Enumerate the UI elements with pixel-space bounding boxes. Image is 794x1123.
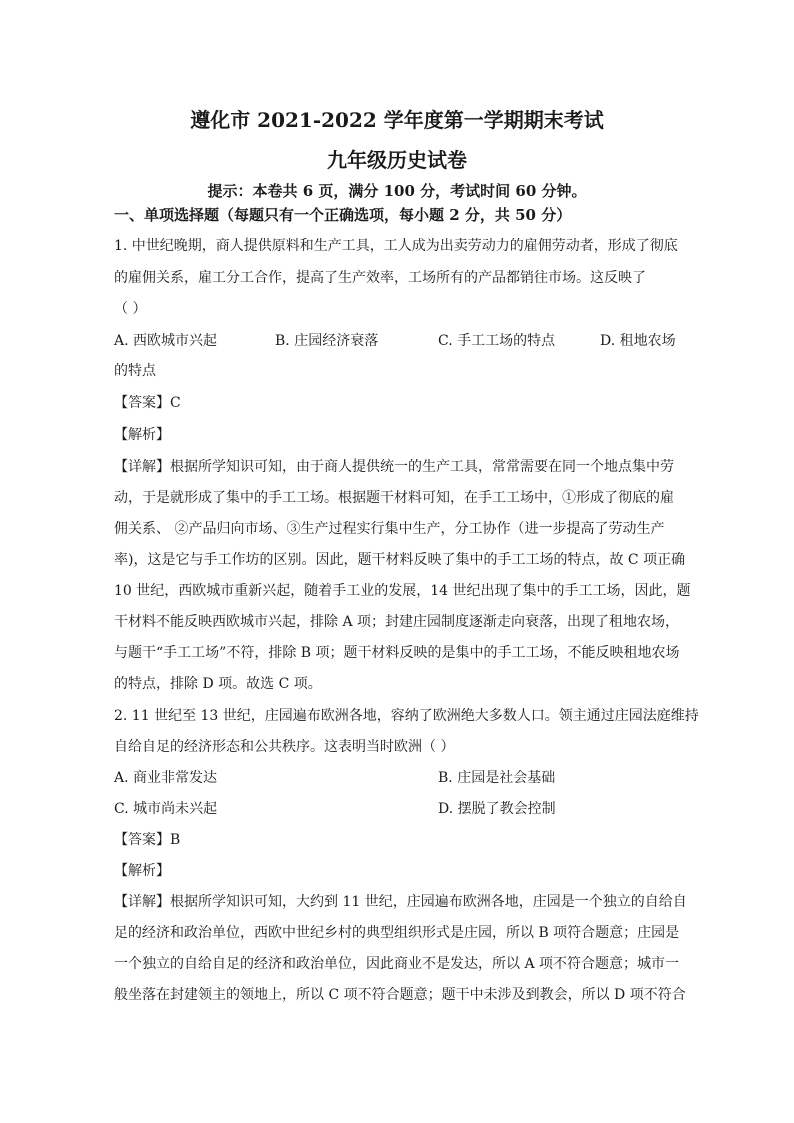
q1-answer: 【答案】C [114, 395, 181, 411]
q1-detail-line: 【详解】根据所学知识可知，由于商人提供统一的生产工具，常常需要在同一个地点集中劳 [114, 459, 674, 475]
q1-detail-line: 的特点，排除 D 项。故选 C 项。 [114, 676, 322, 692]
exam-subtitle: 九年级历史试卷 [327, 148, 467, 172]
q1-stem-line-3: （ ） [114, 301, 147, 317]
exam-title: 遵化市 2021-2022 学年度第一学期期末考试 [190, 108, 604, 132]
q2-detail-line: 【详解】根据所学知识可知，大约到 11 世纪，庄园遍布欧洲各地，庄园是一个独立的自给自 [114, 894, 687, 910]
q2-option-c: C. 城市尚未兴起 [114, 801, 218, 817]
q1-detail-line: 与题干“手工工场”不符，排除 B 项；题干材料反映的是集中的手工工场，不能反映租地农场 [114, 645, 680, 661]
q1-option-d: D. 租地农场 [600, 333, 676, 349]
q2-answer: 【答案】B [114, 832, 181, 848]
q1-stem-line-1: 1. 中世纪晚期，商人提供原料和生产工具，工人成为出卖劳动力的雇佣劳动者，形成了彻底 [114, 238, 678, 254]
q1-analysis-label: 【解析】 [114, 427, 170, 443]
q2-option-d: D. 摆脱了教会控制 [438, 801, 556, 817]
q1-detail-line: 动，于是就形成了集中的手工工场。根据题干材料可知，在手工工场中，①形成了彻底的雇 [114, 490, 674, 506]
q2-stem-line-2: 自给自足的经济形态和公共秩序。这表明当时欧洲（ ） [114, 739, 455, 755]
exam-tip: 提示：本卷共 6 页，满分 100 分，考试时间 60 分钟。 [207, 182, 587, 200]
q1-detail-line: 干材料不能反映西欧城市兴起，排除 A 项；封建庄园制度逐渐走向衰落，出现了租地农场， [114, 614, 680, 630]
q2-analysis-label: 【解析】 [114, 863, 170, 879]
q2-option-b: B. 庄园是社会基础 [438, 770, 556, 786]
q1-option-c: C. 手工工场的特点 [438, 333, 556, 349]
q1-detail-line: 10 世纪，西欧城市重新兴起，随着手工业的发展，14 世纪出现了集中的手工工场，因此，题 [114, 583, 691, 599]
q1-detail-line: 佣关系、 ②产品归向市场、③生产过程实行集中生产，分工协作（进一步提高了劳动生产 [114, 521, 665, 537]
q2-stem-line-1: 2. 11 世纪至 13 世纪，庄园遍布欧洲各地，容纳了欧洲绝大多数人口。领主通过庄园法庭维持 [114, 708, 699, 724]
q1-detail-line: 率)，这是它与手工作坊的区别。因此，题干材料反映了集中的手工工场的特点，故 C 项正确 [114, 552, 686, 568]
q1-option-b: B. 庄园经济衰落 [275, 333, 379, 349]
q2-option-a: A. 商业非常发达 [114, 770, 218, 786]
q2-detail-line: 般坐落在封建领主的领地上，所以 C 项不符合题意；题干中未涉及到教会，所以 D 项不符合 [114, 987, 686, 1003]
q1-option-a: A. 西欧城市兴起 [114, 333, 218, 349]
section-heading: 一、单项选择题（每题只有一个正确选项，每小题 2 分，共 50 分） [114, 206, 572, 224]
q2-detail-line: 一个独立的自给自足的经济和政治单位，因此商业不是发达，所以 A 项不符合题意；城市一 [114, 956, 680, 972]
q1-stem-line-2: 的雇佣关系，雇工分工合作，提高了生产效率，工场所有的产品都销往市场。这反映了 [114, 270, 646, 286]
q2-detail-line: 足的经济和政治单位，西欧中世纪乡村的典型组织形式是庄园，所以 B 项符合题意；庄园是 [114, 925, 680, 941]
q1-option-d-cont: 的特点 [114, 363, 156, 379]
